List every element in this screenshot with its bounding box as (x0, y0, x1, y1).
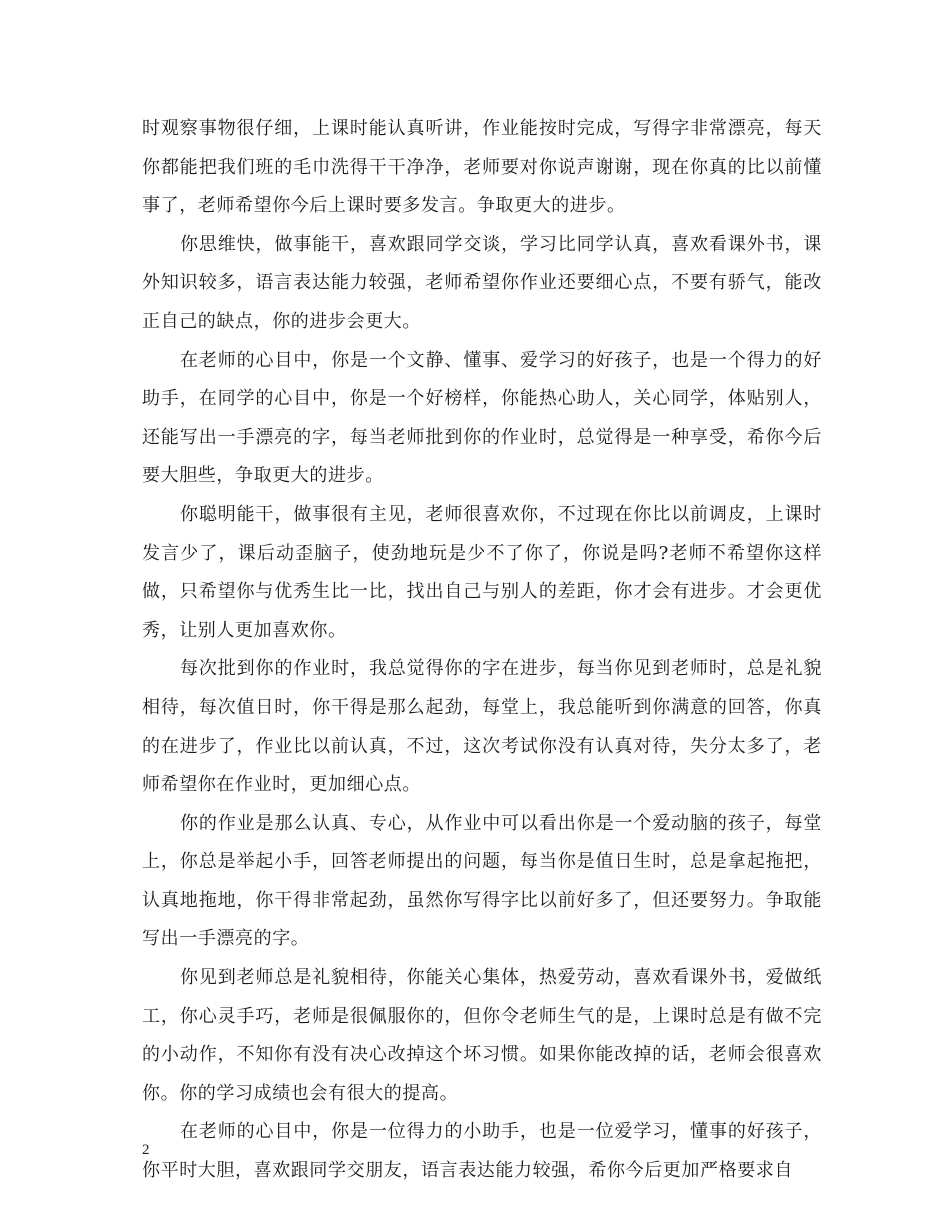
page-number: 2 (142, 1142, 150, 1158)
paragraph-4: 你聪明能干，做事很有主见，老师很喜欢你，不过现在你比以前调皮，上课时发言少了，课后动歪脑子，使劲地玩是少不了你了，你说是吗?老师不希望你这样做，只希望你与优秀生比一比，找出自己与别人的差距，你才会有进步。才会更优秀，让别人更加喜欢你。 (142, 503, 822, 641)
paragraph-8: 在老师的心目中，你是一位得力的小助手，也是一位爱学习，懂事的好孩子，你平时大胆，喜欢跟同学交朋友，语言表达能力较强，希你今后更加严格要求自 (142, 1121, 822, 1182)
document-body (142, 110, 822, 1191)
paragraph-2: 你思维快，做事能干，喜欢跟同学交谈，学习比同学认真，喜欢看课外书，课外知识较多，语言表达能力较强，老师希望你作业还要细心点，不要有骄气，能改正自己的缺点，你的进步会更大。 (142, 233, 822, 332)
paragraph-5: 每次批到你的作业时，我总觉得你的字在进步，每当你见到老师时，总是礼貌相待，每次值日时，你干得是那么起劲，每堂上，我总能听到你满意的回答，你真的在进步了，作业比以前认真，不过，这次考试你没有认真对待，失分太多了，老师希望你在作业时，更加细心点。 (142, 658, 822, 796)
paragraph-1: 时观察事物很仔细，上课时能认真听讲，作业能按时完成，写得字非常漂亮，每天你都能把我们班的毛巾洗得干干净净，老师要对你说声谢谢，现在你真的比以前懂事了，老师希望你今后上课时要多发言。争取更大的进步。 (142, 118, 822, 217)
paragraph-7: 你见到老师总是礼貌相待，你能关心集体，热爱劳动，喜欢看课外书，爱做纸工，你心灵手巧，老师是很佩服你的，但你令老师生气的是，上课时总是有做不完的小动作，不知你有没有决心改掉这个坏习惯。如果你能改掉的话，老师会很喜欢你。你的学习成绩也会有很大的提高。 (142, 967, 822, 1104)
paragraph-3: 在老师的心目中，你是一个文静、懂事、爱学习的好孩子，也是一个得力的好助手，在同学的心目中，你是一个好榜样，你能热心助人，关心同学，体贴别人，还能写出一手漂亮的字，每当老师批到你的作业时，总觉得是一种享受，希你今后要大胆些，争取更大的进步。 (142, 349, 822, 487)
paragraph-6: 你的作业是那么认真、专心，从作业中可以看出你是一个爱动脑的孩子，每堂上，你总是举起小手，回答老师提出的问题，每当你是值日生时，总是拿起拖把，认真地拖地，你干得非常起劲，虽然你写得字比以前好多了，但还要努力。争取能写出一手漂亮的字。 (142, 812, 822, 950)
